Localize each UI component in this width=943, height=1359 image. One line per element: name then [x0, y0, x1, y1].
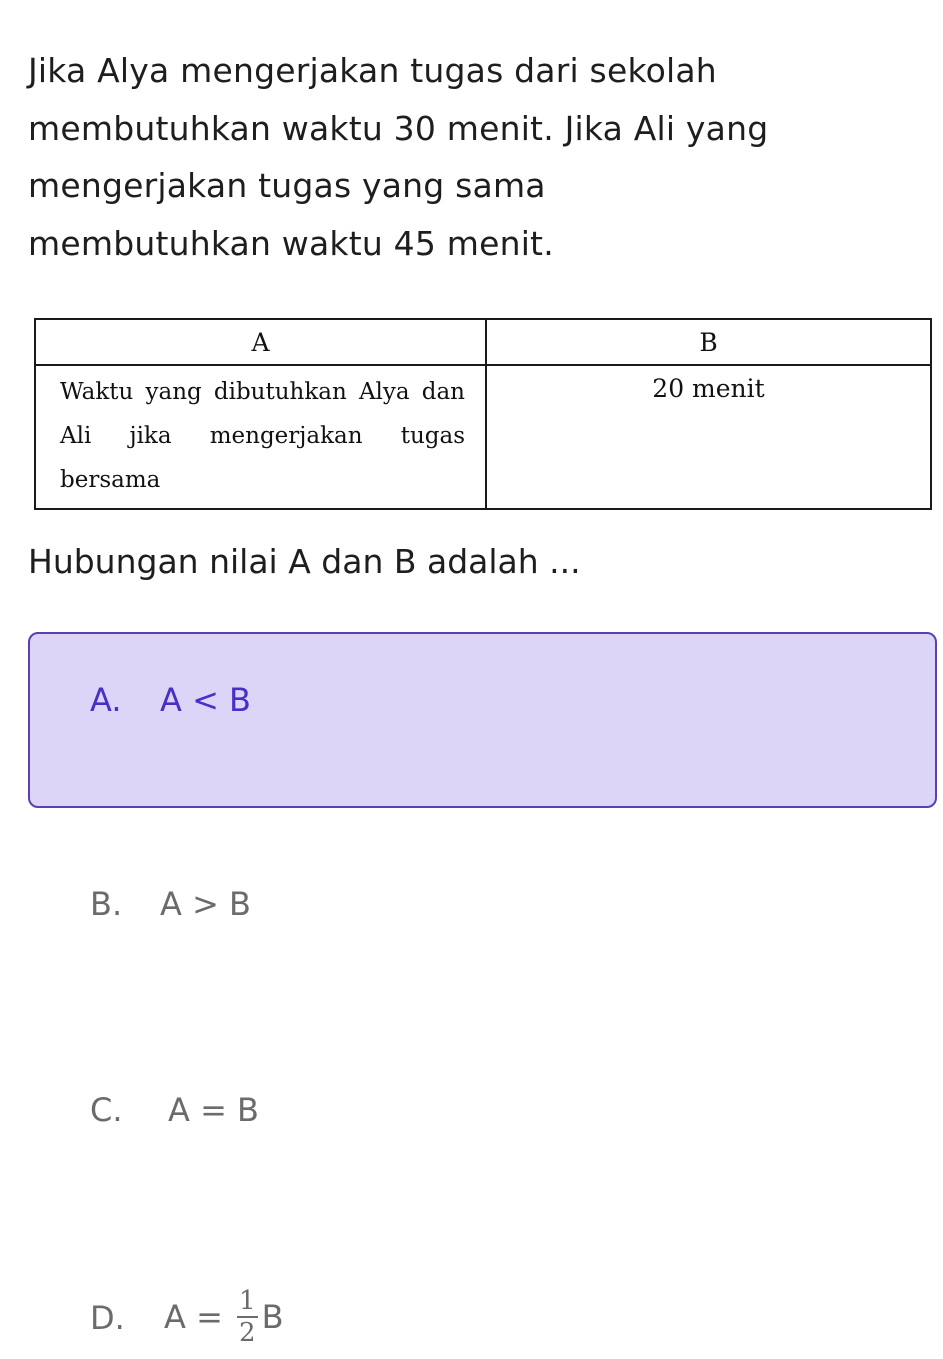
answer-option-d[interactable]	[28, 1174, 937, 1359]
question-line: Jika Alya mengerjakan tugas dari sekolah	[28, 51, 717, 90]
table-header-row	[35, 319, 931, 365]
question-line: membutuhkan waktu 30 menit. Jika Ali yang	[28, 108, 769, 148]
option-letter: A.	[90, 681, 122, 719]
table-header-b: B	[486, 319, 931, 365]
option-letter: C.	[90, 1091, 123, 1129]
answer-option-a[interactable]	[28, 632, 937, 808]
question-text	[28, 42, 918, 272]
option-letter: D.	[90, 1299, 125, 1337]
fraction	[237, 1288, 258, 1346]
question-line: mengerjakan tugas yang sama	[28, 166, 546, 205]
comparison-table	[34, 318, 932, 510]
fraction-numerator: 1	[239, 1286, 256, 1316]
expr-right: B	[261, 1298, 284, 1336]
table-cell-a: Waktu yang dibutuhkan Alya dan Ali jika mengerjakan tugas bersama	[35, 365, 486, 509]
table-row	[35, 365, 931, 509]
expr-left: A =	[164, 1298, 234, 1336]
option-expression: A = B	[168, 1091, 259, 1129]
option-expression: A < B	[160, 681, 251, 719]
answer-option-b[interactable]	[28, 836, 937, 1012]
question-line: membutuhkan waktu 45 menit.	[28, 223, 554, 263]
question-prompt: Hubungan nilai A dan B adalah ...	[28, 542, 581, 581]
option-letter: B.	[90, 885, 123, 923]
fraction-denominator: 2	[239, 1318, 256, 1348]
table-cell-b: 20 menit	[486, 365, 931, 509]
table-header-a: A	[35, 319, 486, 365]
option-expression	[164, 1286, 284, 1348]
option-expression: A > B	[160, 885, 251, 923]
